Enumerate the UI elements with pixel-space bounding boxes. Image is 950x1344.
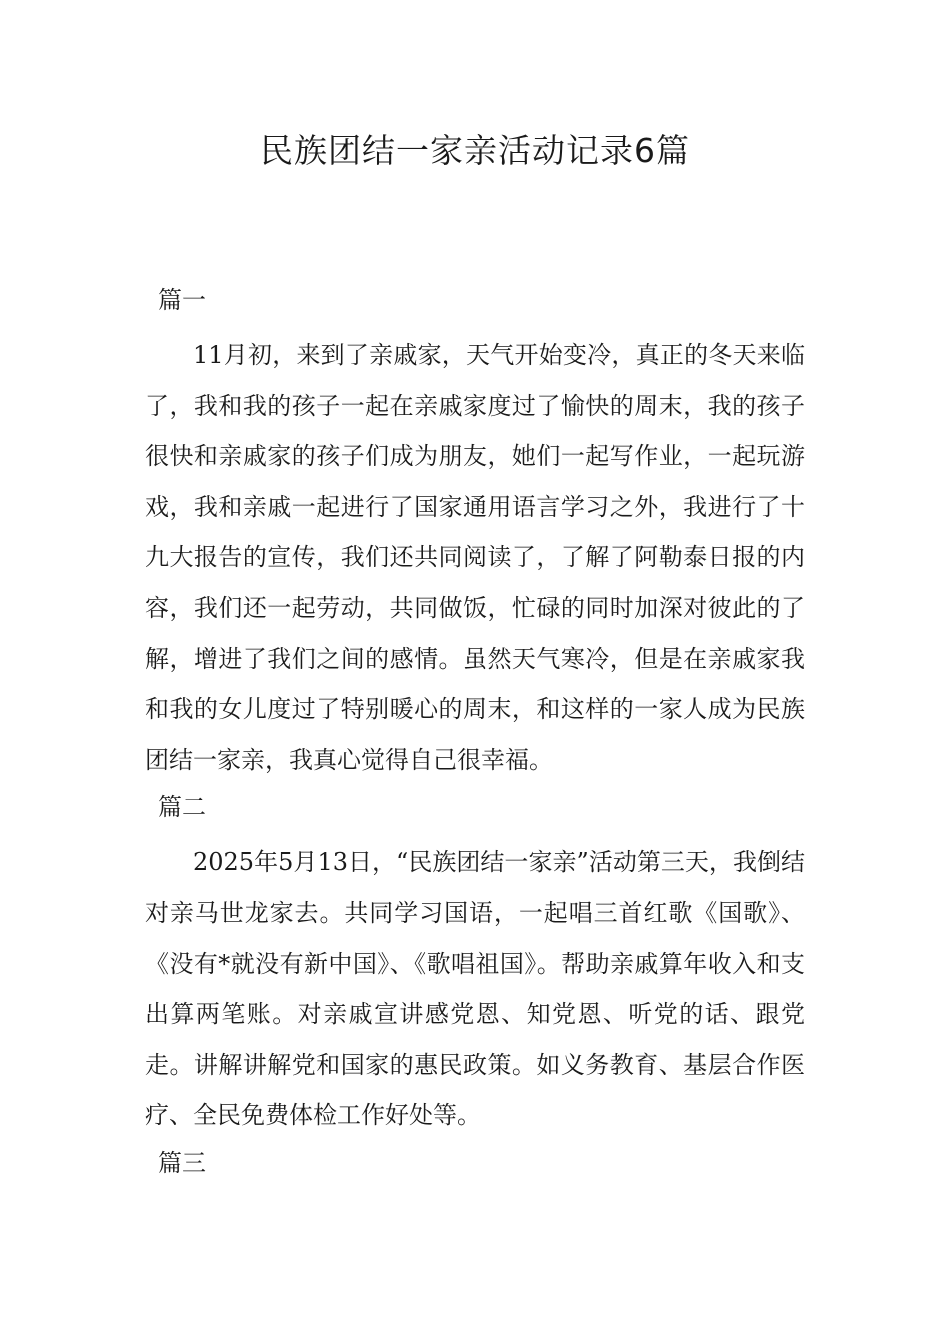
section-2 [145, 787, 805, 1141]
section-1 [145, 280, 805, 785]
section-3 [145, 1143, 805, 1183]
document-title: 民族团结一家亲活动记录6篇 [260, 131, 690, 170]
section-heading: 篇二 [158, 793, 206, 822]
document-body [145, 280, 805, 1193]
section-heading: 篇一 [158, 286, 206, 314]
section-heading: 篇三 [158, 1148, 206, 1177]
section-paragraph: 2025年5月13日，“民族团结一家亲”活动第三天，我倒结对亲马世龙家去。共同学习国语，一起唱三首红歌《国歌》、《没有*就没有新中国》、《歌唱祖国》。帮助亲戚算年收入和支出算两笔账。对亲戚宣讲感党恩、知党恩、听党的话、跟党走。讲解讲解党和国家的惠民政策。如义务教育、基层合作医疗、全民免费体检工作好处等。 [145, 848, 805, 1130]
section-paragraph: 11月初，来到了亲戚家，天气开始变冷，真正的冬天来临了，我和我的孩子一起在亲戚家度过了愉快的周末，我的孩子很快和亲戚家的孩子们成为朋友，她们一起写作业，一起玩游戏，我和亲戚一起进行了国家通用语言学习之外，我进行了十九大报告的宣传，我们还共同阅读了，了解了阿勒泰日报的内容，我们还一起劳动，共同做饭，忙碌的同时加深对彼此的了解，增进了我们之间的感情。虽然天气寒冷，但是在亲戚家我和我的女儿度过了特别暖心的周末，和这样的一家人成为民族团结一家亲，我真心觉得自己很幸福。 [145, 341, 805, 774]
